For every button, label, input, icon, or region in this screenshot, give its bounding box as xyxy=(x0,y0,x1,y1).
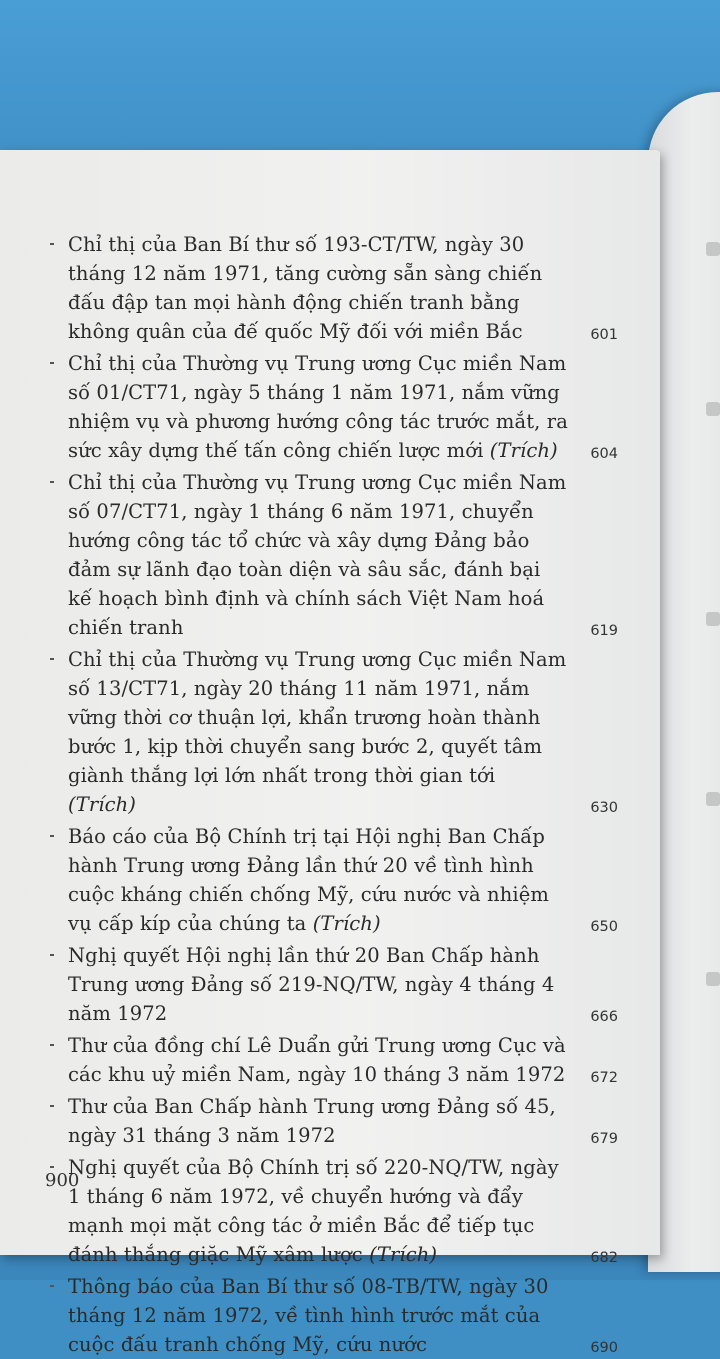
toc-entry-text: Thư của Ban Chấp hành Trung ương Đảng số 45, ngày 31 tháng 3 năm 1972 xyxy=(68,1095,556,1147)
toc-entry xyxy=(0,230,660,346)
dash-bullet xyxy=(50,658,54,660)
toc-entry xyxy=(0,941,660,1028)
dash-bullet xyxy=(50,1166,54,1168)
toc-entry-text: Nghị quyết của Bộ Chính trị số 220-NQ/TW, ngày 1 tháng 6 năm 1972, về chuyển hướng và đẩy mạnh mọi mặt công tác ở miền Bắc để tiếp tục đánh thắng giặc Mỹ xâm lược xyxy=(68,1156,559,1266)
toc-entry-text: Chỉ thị của Thường vụ Trung ương Cục miền Nam số 07/CT71, ngày 1 tháng 6 năm 1971, chuyển hướng công tác tổ chức và xây dựng Đảng bảo đảm sự lãnh đạo toàn diện và sâu sắc, đánh bại kế hoạch bình định và chính sách Việt Nam hoá chiến tranh xyxy=(68,471,567,639)
toc-entry-text: Thư của đồng chí Lê Duẩn gửi Trung ương Cục và các khu uỷ miền Nam, ngày 10 tháng 3 năm 1972 xyxy=(68,1034,566,1086)
toc-page-number: 672 xyxy=(590,1070,618,1086)
dash-bullet xyxy=(50,1105,54,1107)
toc-page-number: 650 xyxy=(590,919,618,935)
table-of-contents xyxy=(0,230,660,1359)
facing-page-glyph xyxy=(706,612,720,626)
toc-entry xyxy=(0,1272,660,1359)
facing-page-glyph xyxy=(706,242,720,256)
toc-entry xyxy=(0,1153,660,1269)
background-surface xyxy=(0,0,720,170)
toc-entry-text: Báo cáo của Bộ Chính trị tại Hội nghị Ban Chấp hành Trung ương Đảng lần thứ 20 về tình hình cuộc kháng chiến chống Mỹ, cứu nước và nhiệm vụ cấp kíp của chúng ta xyxy=(68,825,549,935)
toc-page-number: 630 xyxy=(590,800,618,816)
toc-page-number: 619 xyxy=(590,623,618,639)
toc-entry-note: (Trích) xyxy=(489,439,558,462)
dash-bullet xyxy=(50,954,54,956)
facing-page-glyph xyxy=(706,402,720,416)
dash-bullet xyxy=(50,481,54,483)
toc-entry-note: (Trích) xyxy=(68,793,136,816)
dash-bullet xyxy=(50,1044,54,1046)
toc-page-number: 682 xyxy=(590,1250,618,1266)
toc-entry-text: Nghị quyết Hội nghị lần thứ 20 Ban Chấp hành Trung ương Đảng số 219-NQ/TW, ngày 4 tháng 4 năm 1972 xyxy=(68,944,555,1025)
toc-page-number: 679 xyxy=(590,1131,618,1147)
toc-entry xyxy=(0,1092,660,1150)
toc-entry xyxy=(0,468,660,642)
toc-entry-text: Chỉ thị của Thường vụ Trung ương Cục miền Nam số 01/CT71, ngày 5 tháng 1 năm 1971, nắm vững nhiệm vụ và phương hướng công tác trước mắt, ra sức xây dựng thế tấn công chiến lược mới xyxy=(68,352,568,462)
page-folio-number: 900 xyxy=(45,1170,80,1191)
dash-bullet xyxy=(50,835,54,837)
toc-entry-note: (Trích) xyxy=(369,1243,438,1266)
facing-page-glyph xyxy=(706,972,720,986)
toc-entry-note: (Trích) xyxy=(312,912,381,935)
book-page xyxy=(0,150,660,1356)
toc-page-number: 601 xyxy=(590,327,618,343)
toc-entry xyxy=(0,349,660,465)
facing-page-glyph xyxy=(706,792,720,806)
toc-entry-text: Thông báo của Ban Bí thư số 08-TB/TW, ngày 30 tháng 12 năm 1972, về tình hình trước mắt của cuộc đấu tranh chống Mỹ, cứu nước xyxy=(68,1275,549,1356)
toc-page-number: 604 xyxy=(590,446,618,462)
dash-bullet xyxy=(50,1285,54,1287)
dash-bullet xyxy=(50,243,54,245)
toc-entry-text: Chỉ thị của Ban Bí thư số 193-CT/TW, ngày 30 tháng 12 năm 1971, tăng cường sẵn sàng chiến đấu đập tan mọi hành động chiến tranh bằng không quân của đế quốc Mỹ đối với miền Bắc xyxy=(68,233,543,343)
toc-entry xyxy=(0,1031,660,1089)
toc-entry-text: Chỉ thị của Thường vụ Trung ương Cục miền Nam số 13/CT71, ngày 20 tháng 11 năm 1971, nắm vững thời cơ thuận lợi, khẩn trương hoàn thành bước 1, kịp thời chuyển sang bước 2, quyết tâm giành thắng lợi lớn nhất trong thời gian tới xyxy=(68,648,567,787)
toc-page-number: 690 xyxy=(590,1340,618,1356)
toc-page-number: 666 xyxy=(590,1009,618,1025)
dash-bullet xyxy=(50,362,54,364)
toc-entry xyxy=(0,822,660,938)
toc-entry xyxy=(0,645,660,819)
